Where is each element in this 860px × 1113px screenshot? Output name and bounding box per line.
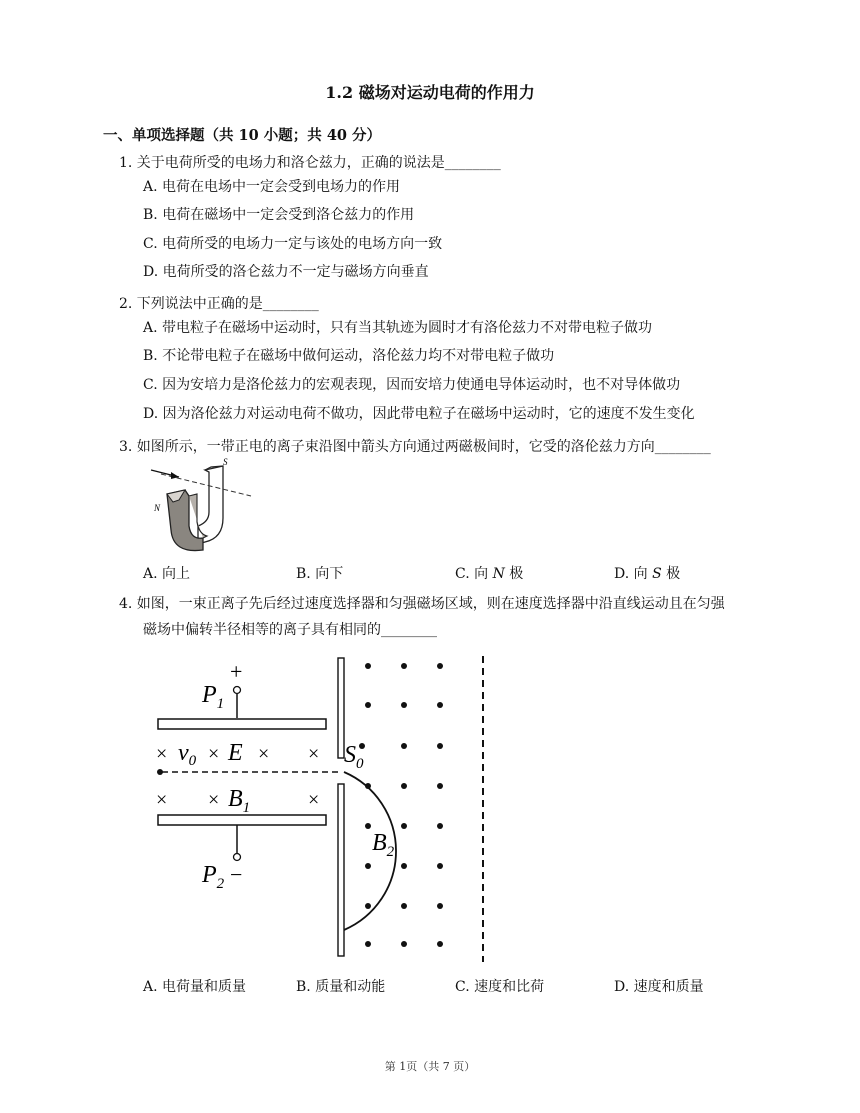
field-dot: [401, 941, 407, 947]
question-3-stem: 3. 如图所示，一带正电的离子束沿图中箭头方向通过两磁极间时，它受的洛伦兹力方向________: [119, 439, 711, 455]
question-2-option-a: A. 带电粒子在磁场中运动时，只有当其轨迹为圆时才有洛伦兹力不对带电粒子做功: [143, 320, 653, 336]
question-1-stem: 1. 关于电荷所受的电场力和洛仑兹力，正确的说法是________: [119, 155, 501, 171]
plus-sign: +: [230, 659, 243, 684]
field-dot: [401, 783, 407, 789]
question-2-option-d: D. 因为洛伦兹力对运动电荷不做功，因此带电粒子在磁场中运动时，它的速度不发生变化: [143, 406, 695, 422]
question-3-option-c: C. 向 𝑁 极: [455, 566, 524, 582]
velocity-selector-figure: [140, 650, 500, 970]
field-dot: [437, 743, 443, 749]
question-3-option-a: A. 向上: [143, 566, 191, 582]
question-2-stem: 2. 下列说法中正确的是________: [119, 296, 319, 312]
section-heading: 一、单项选择题（共 10 小题；共 40 分）: [103, 127, 382, 144]
field-dot: [437, 903, 443, 909]
field-dot: [365, 702, 371, 708]
e-field-label: E: [228, 740, 243, 766]
question-2-option-c: C. 因为安培力是洛伦兹力的宏观表现，因而安培力使通电导体运动时，也不对导体做功: [143, 377, 681, 393]
field-dot: [437, 783, 443, 789]
cross-mark: ×: [208, 789, 220, 811]
question-4-stem-line-1: 4. 如图，一束正离子先后经过速度选择器和匀强磁场区域，则在速度选择器中沿直线运动且在匀强: [119, 596, 725, 612]
field-dot: [401, 743, 407, 749]
question-1-option-b: B. 电荷在磁场中一定会受到洛仑兹力的作用: [143, 207, 415, 223]
horseshoe-magnet-figure: [143, 456, 258, 556]
magnet-label-s: S: [223, 457, 228, 467]
cross-mark: ×: [156, 743, 168, 765]
question-4-option-c: C. 速度和比荷: [455, 979, 545, 995]
cross-mark: ×: [308, 743, 320, 765]
field-dot: [359, 743, 365, 749]
cross-mark: ×: [208, 743, 220, 765]
v0-label: $v_0$: [178, 740, 197, 769]
question-4-option-b: B. 质量和动能: [296, 979, 386, 995]
field-dot: [401, 903, 407, 909]
field-dot: [401, 863, 407, 869]
field-dot: [437, 702, 443, 708]
magnet-label-n: N: [154, 503, 161, 513]
cross-mark: ×: [156, 789, 168, 811]
cross-mark: ×: [258, 743, 270, 765]
question-4-stem-line-2: 磁场中偏转半径相等的离子具有相同的________: [143, 622, 437, 638]
b1-label: $B_1$: [228, 786, 251, 816]
field-dot: [365, 823, 371, 829]
question-1-option-c: C. 电荷所受的电场力一定与该处的电场方向一致: [143, 236, 443, 252]
field-dot: [365, 941, 371, 947]
question-1-option-a: A. 电荷在电场中一定会受到电场力的作用: [143, 179, 401, 195]
field-dot: [401, 663, 407, 669]
question-2-option-b: B. 不论带电粒子在磁场中做何运动，洛伦兹力均不对带电粒子做功: [143, 348, 555, 364]
question-4-option-a: A. 电荷量和质量: [143, 979, 247, 995]
field-dot: [365, 903, 371, 909]
b2-label: $B_2$: [372, 830, 395, 860]
field-dot: [365, 663, 371, 669]
cross-mark: ×: [308, 789, 320, 811]
field-dot: [437, 823, 443, 829]
field-dot: [365, 863, 371, 869]
field-dot: [401, 823, 407, 829]
p1-label: $P_1$: [202, 682, 225, 712]
field-dot: [365, 783, 371, 789]
question-3-option-b: B. 向下: [296, 566, 344, 582]
question-1-option-d: D. 电荷所受的洛仑兹力不一定与磁场方向垂直: [143, 264, 429, 280]
p2-label: $P_2$: [202, 862, 225, 892]
page-footer: 第 1页（共 7 页）: [384, 1060, 476, 1073]
field-dot: [437, 941, 443, 947]
page-title: 1.2 磁场对运动电荷的作用力: [325, 83, 535, 102]
field-dot: [401, 702, 407, 708]
question-3-option-d: D. 向 𝑆 极: [614, 566, 681, 582]
field-dot: [437, 663, 443, 669]
minus-sign: −: [230, 862, 243, 887]
field-dot: [437, 863, 443, 869]
s0-label: $S_0$: [344, 742, 364, 772]
question-4-option-d: D. 速度和质量: [614, 979, 704, 995]
